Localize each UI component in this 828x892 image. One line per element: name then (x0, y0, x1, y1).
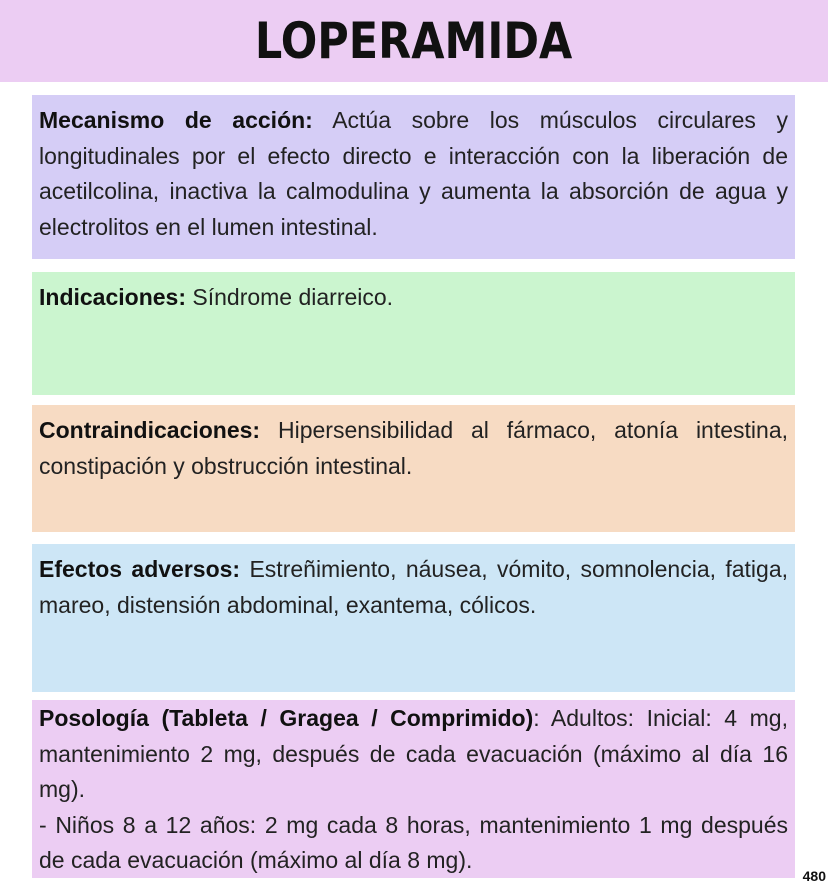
posologia-label: Posología (Tableta / Gragea / Comprimido) (39, 705, 534, 731)
posologia-ninos: - Niños 8 a 12 años: 2 mg cada 8 horas, mantenimiento 1 mg después de cada evacuación (máximo al día 8 mg). (39, 811, 788, 873)
section-posologia (32, 700, 795, 878)
mecanismo-label: Mecanismo de acción: (39, 107, 313, 133)
section-efectos-adversos (32, 544, 795, 692)
section-mecanismo (32, 95, 795, 259)
page-number: 480 (802, 868, 826, 884)
posologia-adultos (39, 701, 788, 808)
efectos-text: Estreñimiento, náusea, vómito, somnolencia, fatiga, mareo, distensión abdominal, exantema, cólicos. (39, 556, 789, 618)
indicaciones-text: Síndrome diarreico. (192, 284, 394, 310)
efectos-label: Efectos adversos: (39, 556, 241, 582)
mecanismo-text: Actúa sobre los músculos circulares y longitudinales por el efecto directo e interacción con la liberación de acetilcolina, inactiva la calmodulina y aumenta la absorción de agua y electrolitos en el lumen intestinal. (39, 107, 788, 240)
page-title: LOPERAMIDA (255, 12, 573, 70)
section-indicaciones (32, 272, 795, 395)
section-contraindicaciones (32, 405, 795, 532)
contraindicaciones-label: Contraindicaciones: (39, 417, 261, 443)
contraindicaciones-text: Hipersensibilidad al fármaco, atonía intestina, constipación y obstrucción intestinal. (39, 417, 788, 479)
indicaciones-label: Indicaciones: (39, 284, 186, 310)
title-banner (0, 0, 828, 82)
posologia-text: : Adultos: Inicial: 4 mg, mantenimiento 2 mg, después de cada evacuación (máximo al día 16 mg). (39, 705, 788, 802)
